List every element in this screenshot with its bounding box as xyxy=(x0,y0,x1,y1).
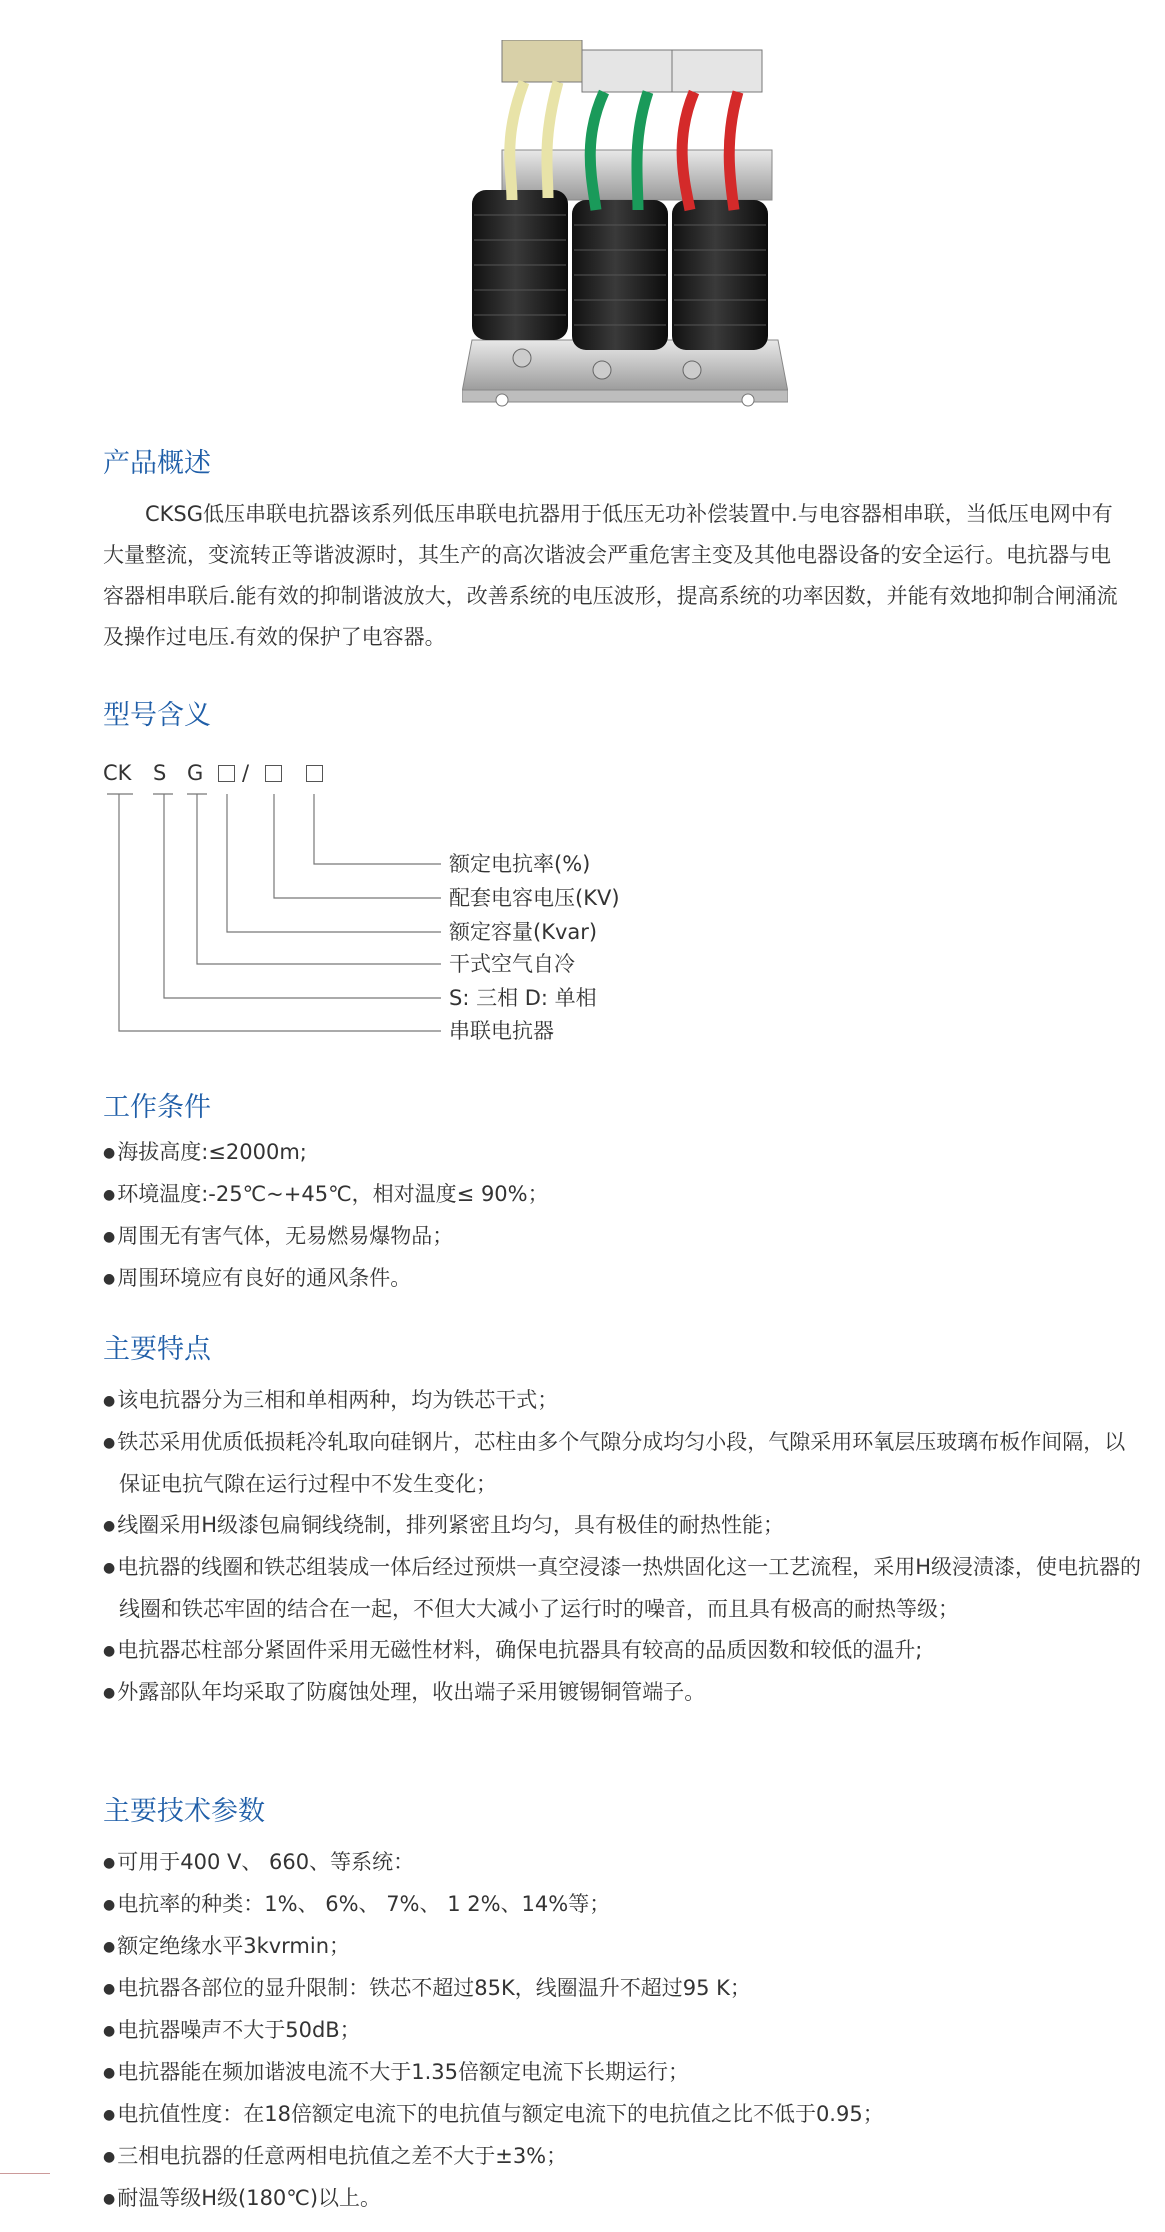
model-code-s: S xyxy=(153,761,167,785)
list-item: ● 该电抗器分为三相和单相两种，均为铁芯干式； xyxy=(103,1380,1143,1422)
list-item: ● 额定绝缘水平3kvrmin； xyxy=(103,1926,1143,1968)
list-item: ● 周围环境应有良好的通风条件。 xyxy=(103,1258,1143,1300)
list-item: ● 三相电抗器的任意两相电抗值之差不大于±3%； xyxy=(103,2136,1143,2178)
list-item: ● 铁芯采用优质低损耗冷轧取向硅钢片，芯柱由多个气隙分成均匀小段，气隙采用环氧层压玻璃布板作间隔，以保证电抗气隙在运行过程中不发生变化； xyxy=(103,1422,1143,1505)
side-divider xyxy=(0,2173,50,2174)
list-item: ● 电抗器的线圈和铁芯组装成一体后经过预烘一真空浸漆一热烘固化这一工艺流程，采用H级浸渍漆，使电抗器的线圈和铁芯牢固的结合在一起，不但大大减小了运行时的噪音，而且具有极高的耐热等级； xyxy=(103,1547,1143,1630)
model-code-g: G xyxy=(187,761,204,785)
section-title-conditions: 工作条件 xyxy=(103,1092,211,1123)
list-item: ● 周围无有害气体，无易燃易爆物品； xyxy=(103,1216,1143,1258)
list-item: ● 电抗器能在频加谐波电流不大于1.35倍额定电流下长期运行； xyxy=(103,2052,1143,2094)
model-code-slash: / xyxy=(242,761,250,785)
list-item: ● 电抗器噪声不大于50dB； xyxy=(103,2010,1143,2052)
section-title-model: 型号含义 xyxy=(103,700,211,731)
model-label-reactance-rate: 额定电抗率(%) xyxy=(449,852,591,876)
conditions-list xyxy=(103,1132,1143,1300)
params-list xyxy=(103,1842,1143,2220)
model-code-ck: CK xyxy=(103,761,132,785)
list-item: ● 耐温等级H级(180℃)以上。 xyxy=(103,2178,1143,2220)
section-title-overview: 产品概述 xyxy=(103,448,211,479)
overview-text: CKSG低压串联电抗器该系列低压串联电抗器用于低压无功补偿装置中.与电容器相串联，当低压电网中有大量整流，变流转正等谐波源时，其生产的高次谐波会严重危害主变及其他电器设备的安全运行。电抗器与电容器相串联后.能有效的抑制谐波放大，改善系统的电压波形，提高系统的功率因数，并能有效地抑制合闸涌流及操作过电压.有效的保护了电容器。 xyxy=(103,502,1118,649)
list-item: ● 可用于400 V、 660、等系统： xyxy=(103,1842,1143,1884)
section-title-params: 主要技术参数 xyxy=(103,1796,265,1827)
section-title-features: 主要特点 xyxy=(103,1334,211,1365)
model-label-rated-capacity: 额定容量(Kvar) xyxy=(449,920,598,944)
model-label-cooling: 干式空气自冷 xyxy=(449,952,575,976)
model-label-capacitor-voltage: 配套电容电压(KV) xyxy=(449,886,620,910)
list-item: ● 海拔高度:≤2000m; xyxy=(103,1132,1143,1174)
reactor-product-image xyxy=(462,40,788,412)
features-list xyxy=(103,1380,1143,1714)
list-item: ● 外露部队年均采取了防腐蚀处理，收出端子采用镀锡铜管端子。 xyxy=(103,1672,1143,1714)
list-item: ● 线圈采用H级漆包扁铜线绕制，排列紧密且均匀，具有极佳的耐热性能； xyxy=(103,1505,1143,1547)
list-item: ● 电抗值性度：在18倍额定电流下的电抗值与额定电流下的电抗值之比不低于0.95； xyxy=(103,2094,1143,2136)
model-diagram xyxy=(103,758,703,1058)
list-item: ● 电抗器各部位的显升限制：铁芯不超过85K，线圈温升不超过95 K； xyxy=(103,1968,1143,2010)
model-label-series-reactor: 串联电抗器 xyxy=(449,1019,554,1043)
list-item: ● 电抗率的种类：1%、 6%、 7%、 1 2%、14%等； xyxy=(103,1884,1143,1926)
list-item: ● 环境温度:-25℃~+45℃，相对温度≤ 90%； xyxy=(103,1174,1143,1216)
model-label-phase: S: 三相 D: 单相 xyxy=(449,986,597,1010)
list-item: ● 电抗器芯柱部分紧固件采用无磁性材料，确保电抗器具有较高的品质因数和较低的温升; xyxy=(103,1630,1143,1672)
